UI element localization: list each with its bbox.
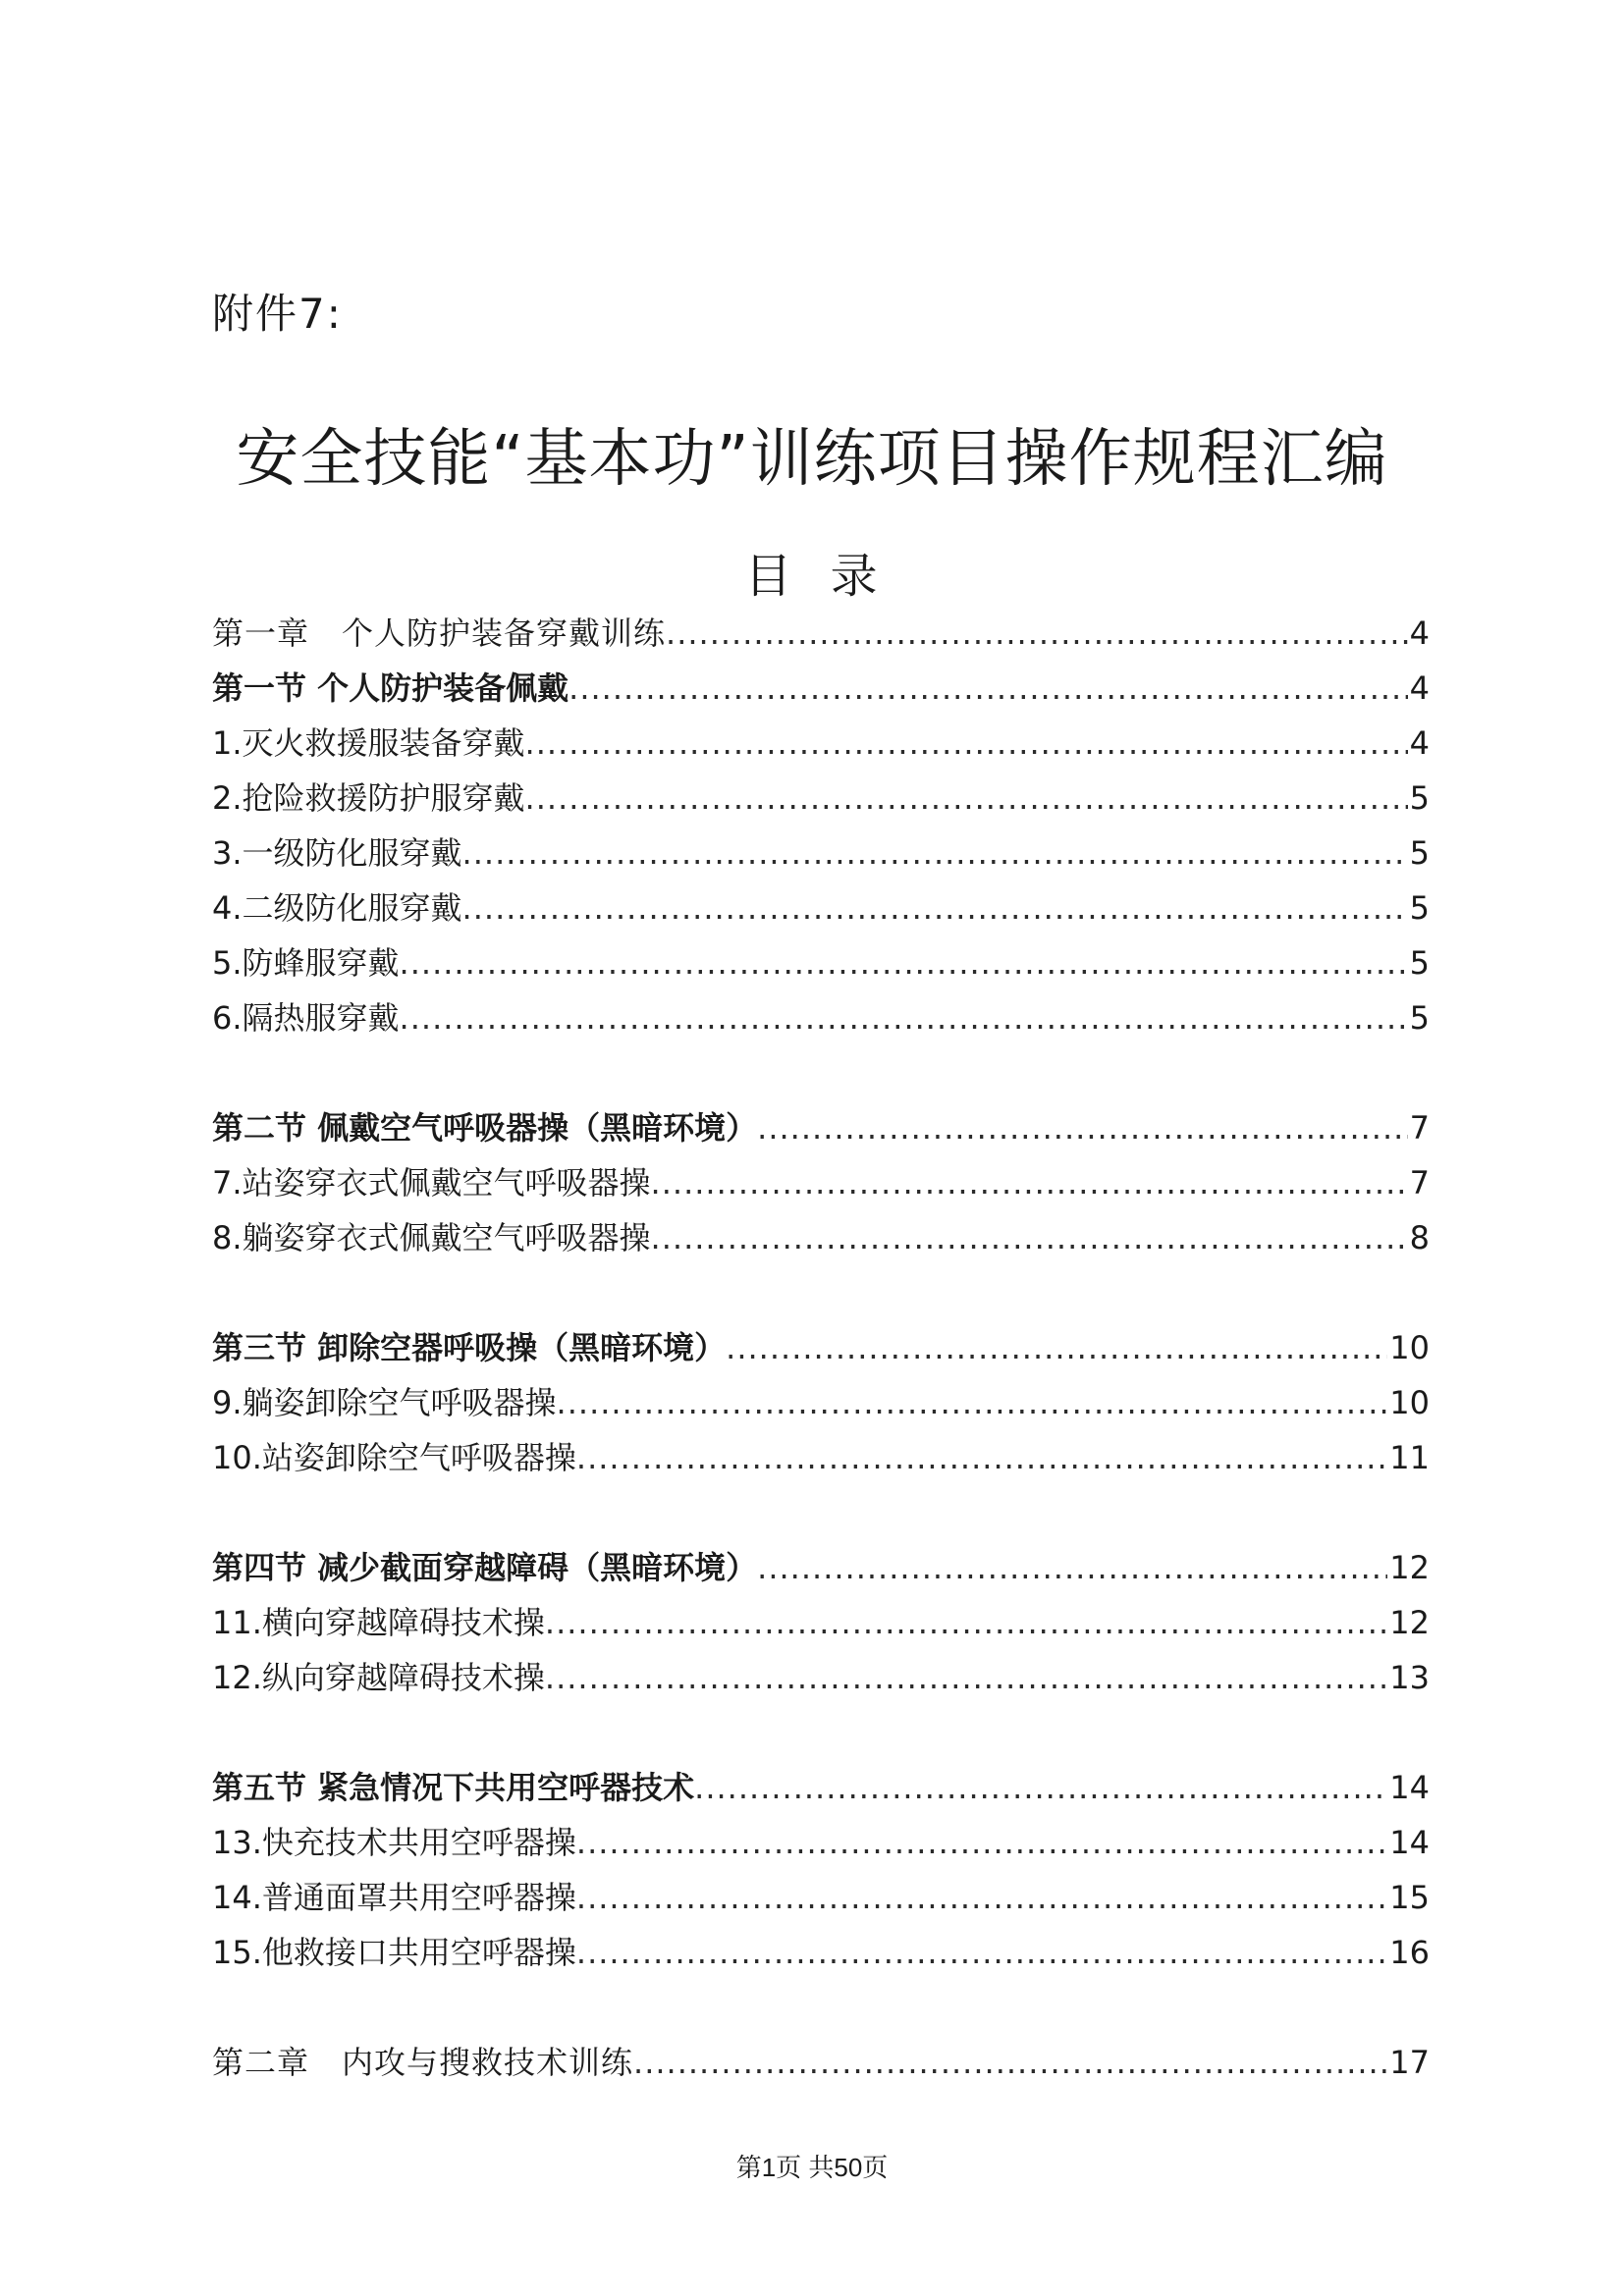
toc-entry-label: 5.防蜂服穿戴	[212, 944, 400, 982]
toc-entry-item-11[interactable]	[212, 1595, 1430, 1650]
toc-leader-dots	[576, 1430, 1387, 1485]
toc-entry-page: 16	[1389, 1934, 1430, 1971]
toc-leader-dots	[633, 2035, 1387, 2090]
toc-entry-page: 13	[1389, 1659, 1430, 1696]
toc-leader-dots	[568, 661, 1407, 716]
toc-entry-page: 4	[1409, 614, 1430, 652]
toc-entry-label: 12.纵向穿越障碍技术操	[212, 1659, 545, 1696]
toc-entry-page: 12	[1389, 1549, 1430, 1586]
toc-entry-page: 5	[1409, 779, 1430, 817]
toc-entry-page: 4	[1409, 724, 1430, 762]
toc-entry-section-4[interactable]	[212, 1540, 1430, 1595]
toc-entry-item-12[interactable]	[212, 1650, 1430, 1705]
toc-entry-page: 7	[1409, 1109, 1430, 1147]
toc-entry-item-6[interactable]	[212, 990, 1430, 1045]
toc-entry-item-3[interactable]	[212, 826, 1430, 881]
toc-entry-page: 4	[1409, 669, 1430, 707]
toc-entry-label: 1.灭火救援服装备穿戴	[212, 724, 525, 762]
toc-entry-page: 7	[1409, 1164, 1430, 1201]
toc-leader-dots	[666, 606, 1408, 661]
attachment-label: 附件7:	[212, 290, 343, 338]
toc-entry-item-1[interactable]	[212, 716, 1430, 771]
toc-entry-label: 第四节 减少截面穿越障碍（黑暗环境）	[212, 1549, 758, 1586]
toc-entry-item-10[interactable]	[212, 1430, 1430, 1485]
toc-entry-page: 10	[1389, 1384, 1430, 1421]
toc-entry-label: 4.二级防化服穿戴	[212, 889, 462, 927]
toc-entry-page: 11	[1389, 1439, 1430, 1476]
toc-leader-dots	[545, 1650, 1387, 1705]
toc-entry-page: 8	[1409, 1219, 1430, 1256]
page-footer: 第1页 共50页	[735, 2153, 889, 2182]
toc-entry-item-9[interactable]	[212, 1375, 1430, 1430]
toc-leader-dots	[462, 881, 1408, 935]
toc-entry-section-5[interactable]	[212, 1760, 1430, 1815]
toc-leader-dots	[576, 1925, 1387, 1980]
toc-entry-label: 7.站姿穿衣式佩戴空气呼吸器操	[212, 1164, 651, 1201]
toc-entry-page: 14	[1389, 1824, 1430, 1861]
toc-entry-label: 第一章 个人防护装备穿戴训练	[212, 614, 667, 652]
toc-leader-dots	[651, 1155, 1408, 1210]
toc-spacer	[212, 1265, 1430, 1320]
toc-entry-item-5[interactable]	[212, 935, 1430, 990]
toc-entry-label: 第三节 卸除空器呼吸操（黑暗环境）	[212, 1329, 727, 1366]
toc-entry-page: 5	[1409, 944, 1430, 982]
toc-leader-dots	[400, 935, 1408, 990]
toc-leader-dots	[545, 1595, 1387, 1650]
toc-leader-dots	[651, 1210, 1408, 1265]
toc-entry-label: 13.快充技术共用空呼器操	[212, 1824, 576, 1861]
toc-entry-item-15[interactable]	[212, 1925, 1430, 1980]
toc-entry-label: 3.一级防化服穿戴	[212, 834, 462, 872]
toc-entry-page: 17	[1389, 2044, 1430, 2081]
toc-entry-label: 15.他救接口共用空呼器操	[212, 1934, 576, 1971]
toc-entry-label: 6.隔热服穿戴	[212, 999, 400, 1037]
toc-entry-label: 10.站姿卸除空气呼吸器操	[212, 1439, 576, 1476]
toc-leader-dots	[694, 1760, 1387, 1815]
toc-entry-label: 第二章 内攻与搜救技术训练	[212, 2044, 634, 2081]
toc-entry-item-14[interactable]	[212, 1870, 1430, 1925]
toc-entry-section-2[interactable]	[212, 1100, 1430, 1155]
toc-leader-dots	[576, 1870, 1387, 1925]
toc-entry-label: 14.普通面罩共用空呼器操	[212, 1879, 576, 1916]
toc-entry-page: 10	[1389, 1329, 1430, 1366]
table-of-contents	[212, 606, 1430, 2090]
toc-heading: 目 录	[744, 549, 880, 604]
toc-entry-page: 12	[1389, 1604, 1430, 1641]
toc-leader-dots	[557, 1375, 1388, 1430]
toc-entry-label: 第二节 佩戴空气呼吸器操（黑暗环境）	[212, 1109, 758, 1147]
toc-entry-section-1[interactable]	[212, 661, 1430, 716]
toc-entry-label: 8.躺姿穿衣式佩戴空气呼吸器操	[212, 1219, 651, 1256]
toc-entry-label: 9.躺姿卸除空气呼吸器操	[212, 1384, 557, 1421]
toc-leader-dots	[576, 1815, 1387, 1870]
toc-entry-page: 5	[1409, 889, 1430, 927]
toc-entry-chapter-2[interactable]	[212, 2035, 1430, 2090]
toc-entry-label: 第一节 个人防护装备佩戴	[212, 669, 569, 707]
toc-entry-label: 11.横向穿越障碍技术操	[212, 1604, 545, 1641]
toc-spacer	[212, 1980, 1430, 2035]
document-title: 安全技能“基本功”训练项目操作规程汇编	[236, 423, 1388, 496]
toc-entry-label: 第五节 紧急情况下共用空呼器技术	[212, 1769, 695, 1806]
toc-spacer	[212, 1705, 1430, 1760]
toc-entry-item-8[interactable]	[212, 1210, 1430, 1265]
toc-leader-dots	[726, 1320, 1387, 1375]
toc-entry-chapter-1[interactable]	[212, 606, 1430, 661]
toc-leader-dots	[525, 771, 1408, 826]
toc-entry-item-2[interactable]	[212, 771, 1430, 826]
toc-leader-dots	[757, 1100, 1407, 1155]
toc-entry-label: 2.抢险救援防护服穿戴	[212, 779, 525, 817]
toc-spacer	[212, 1485, 1430, 1540]
toc-entry-page: 5	[1409, 834, 1430, 872]
toc-entry-page: 14	[1389, 1769, 1430, 1806]
toc-entry-item-4[interactable]	[212, 881, 1430, 935]
toc-leader-dots	[757, 1540, 1387, 1595]
toc-leader-dots	[462, 826, 1408, 881]
toc-spacer	[212, 1045, 1430, 1100]
toc-leader-dots	[525, 716, 1408, 771]
toc-entry-page: 5	[1409, 999, 1430, 1037]
toc-entry-page: 15	[1389, 1879, 1430, 1916]
toc-entry-section-3[interactable]	[212, 1320, 1430, 1375]
toc-entry-item-7[interactable]	[212, 1155, 1430, 1210]
toc-leader-dots	[400, 990, 1408, 1045]
toc-entry-item-13[interactable]	[212, 1815, 1430, 1870]
